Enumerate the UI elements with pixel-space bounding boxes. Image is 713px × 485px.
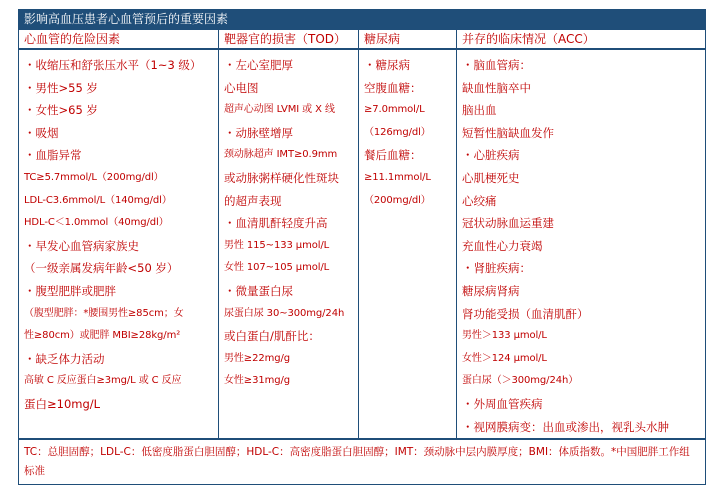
- list-item: ≥11.1mmol/L: [364, 171, 431, 183]
- list-item: 短暂性脑缺血发作: [462, 125, 554, 140]
- list-item: 或动脉粥样硬化性斑块: [224, 170, 339, 185]
- header-target-organ-damage: 靶器官的损害（TOD）: [219, 30, 359, 50]
- list-item: （200mg/dl）: [364, 194, 431, 206]
- list-item: ・血清肌酐轻度升高: [224, 216, 328, 231]
- header-diabetes: 糖尿病: [359, 30, 457, 50]
- list-item: 蛋白≥10mg/L: [24, 396, 101, 411]
- list-item: 蛋白尿（＞300mg/24h）: [462, 375, 579, 387]
- list-item: 充血性心力衰竭: [462, 238, 543, 253]
- list-item: 性≥80cm）或肥胖 MBI≥28kg/m²: [24, 330, 181, 342]
- list-item: 冠状动脉血运重建: [462, 216, 554, 231]
- list-item: （126mg/dl）: [364, 126, 431, 138]
- list-item: （一级亲属发病年龄<50 岁）: [24, 261, 179, 276]
- list-item: ・心脏疾病: [462, 148, 520, 163]
- list-item: ・男性>55 岁: [24, 80, 98, 95]
- list-item: 女性≥31mg/g: [224, 375, 291, 387]
- table-title: 影响高血压患者心血管预后的重要因素: [19, 10, 706, 30]
- list-item: ・脑血管病：: [462, 58, 531, 72]
- column-diabetes: [359, 49, 457, 439]
- column-target-organ-damage: [219, 49, 359, 439]
- list-item: ・左心室肥厚: [224, 58, 293, 72]
- list-item: 糖尿病肾病: [462, 283, 520, 298]
- list-item: ・血脂异常: [24, 148, 82, 163]
- list-item: ・动脉壁增厚: [224, 125, 293, 140]
- list-item: ・糖尿病: [364, 58, 410, 72]
- list-item: 男性＞133 μmol/L: [462, 330, 547, 342]
- column-clinical-conditions: [457, 49, 706, 439]
- list-item: 或白蛋白/肌酐比：: [224, 329, 320, 344]
- list-item: 女性＞124 μmol/L: [462, 352, 547, 364]
- list-item: 缺血性脑卒中: [462, 80, 531, 95]
- list-item: ≥7.0mmol/L: [364, 104, 425, 116]
- list-item: 女性 107~105 μmol/L: [224, 262, 330, 274]
- header-risk-factors: 心血管的危险因素: [19, 30, 219, 50]
- list-item: ・肾脏疾病：: [462, 261, 531, 276]
- list-item: ・女性>65 岁: [24, 103, 98, 118]
- list-item: 颈动脉超声 IMT≥0.9mm: [224, 149, 338, 161]
- list-item: TC≥5.7mmol/L（200mg/dl）: [24, 171, 164, 183]
- list-item: ・收缩压和舒张压水平（1~3 级）: [24, 58, 202, 72]
- list-item: ・外周血管疾病: [462, 396, 543, 411]
- list-item: 心绞痛: [462, 193, 497, 208]
- list-item: ・腹型肥胖或肥胖: [24, 283, 116, 298]
- list-item: 尿蛋白尿 30~300mg/24h: [224, 307, 345, 319]
- list-item: 高敏 C 反应蛋白≥3mg/L 或 C 反应: [24, 375, 182, 387]
- table-footnote: TC：总胆固醇；LDL-C：低密度脂蛋白胆固醇；HDL-C：高密度脂蛋白胆固醇；IMT：颈动脉中层内膜厚度；BMI：体质指数。*中国肥胖工作组标准: [19, 439, 706, 485]
- header-clinical-conditions: 并存的临床情况（ACC）: [457, 30, 706, 50]
- list-item: ・缺乏体力活动: [24, 351, 105, 366]
- cropped-top-text: [0, 0, 713, 9]
- list-item: 男性 115~133 μmol/L: [224, 239, 330, 251]
- list-item: 肾功能受损（血清肌酐）: [462, 306, 589, 321]
- list-item: LDL-C3.6mmol/L（140mg/dl）: [24, 194, 172, 206]
- list-item: 空腹血糖：: [364, 80, 422, 95]
- list-item: HDL-C＜1.0mmol（40mg/dl）: [24, 217, 169, 229]
- list-item: ・微量蛋白尿: [224, 283, 293, 298]
- list-item: （腹型肥胖：*腰围男性≥85cm；女: [24, 307, 184, 319]
- list-item: 心肌梗死史: [462, 170, 520, 185]
- column-risk-factors: [19, 49, 219, 439]
- list-item: 的超声表现: [224, 193, 282, 208]
- list-item: ・早发心血管病家族史: [24, 238, 139, 253]
- list-item: ・视网膜病变：出血或渗出，视乳头水肿: [462, 419, 669, 434]
- right-margin: [707, 0, 713, 463]
- list-item: 心电图: [224, 80, 259, 95]
- risk-factor-table: [18, 9, 706, 485]
- list-item: ・吸烟: [24, 125, 59, 140]
- list-item: 餐后血糖：: [364, 148, 422, 163]
- list-item: 脑出血: [462, 103, 497, 118]
- list-item: 男性≥22mg/g: [224, 352, 291, 364]
- list-item: 超声心动图 LVMI 或 X 线: [224, 104, 335, 116]
